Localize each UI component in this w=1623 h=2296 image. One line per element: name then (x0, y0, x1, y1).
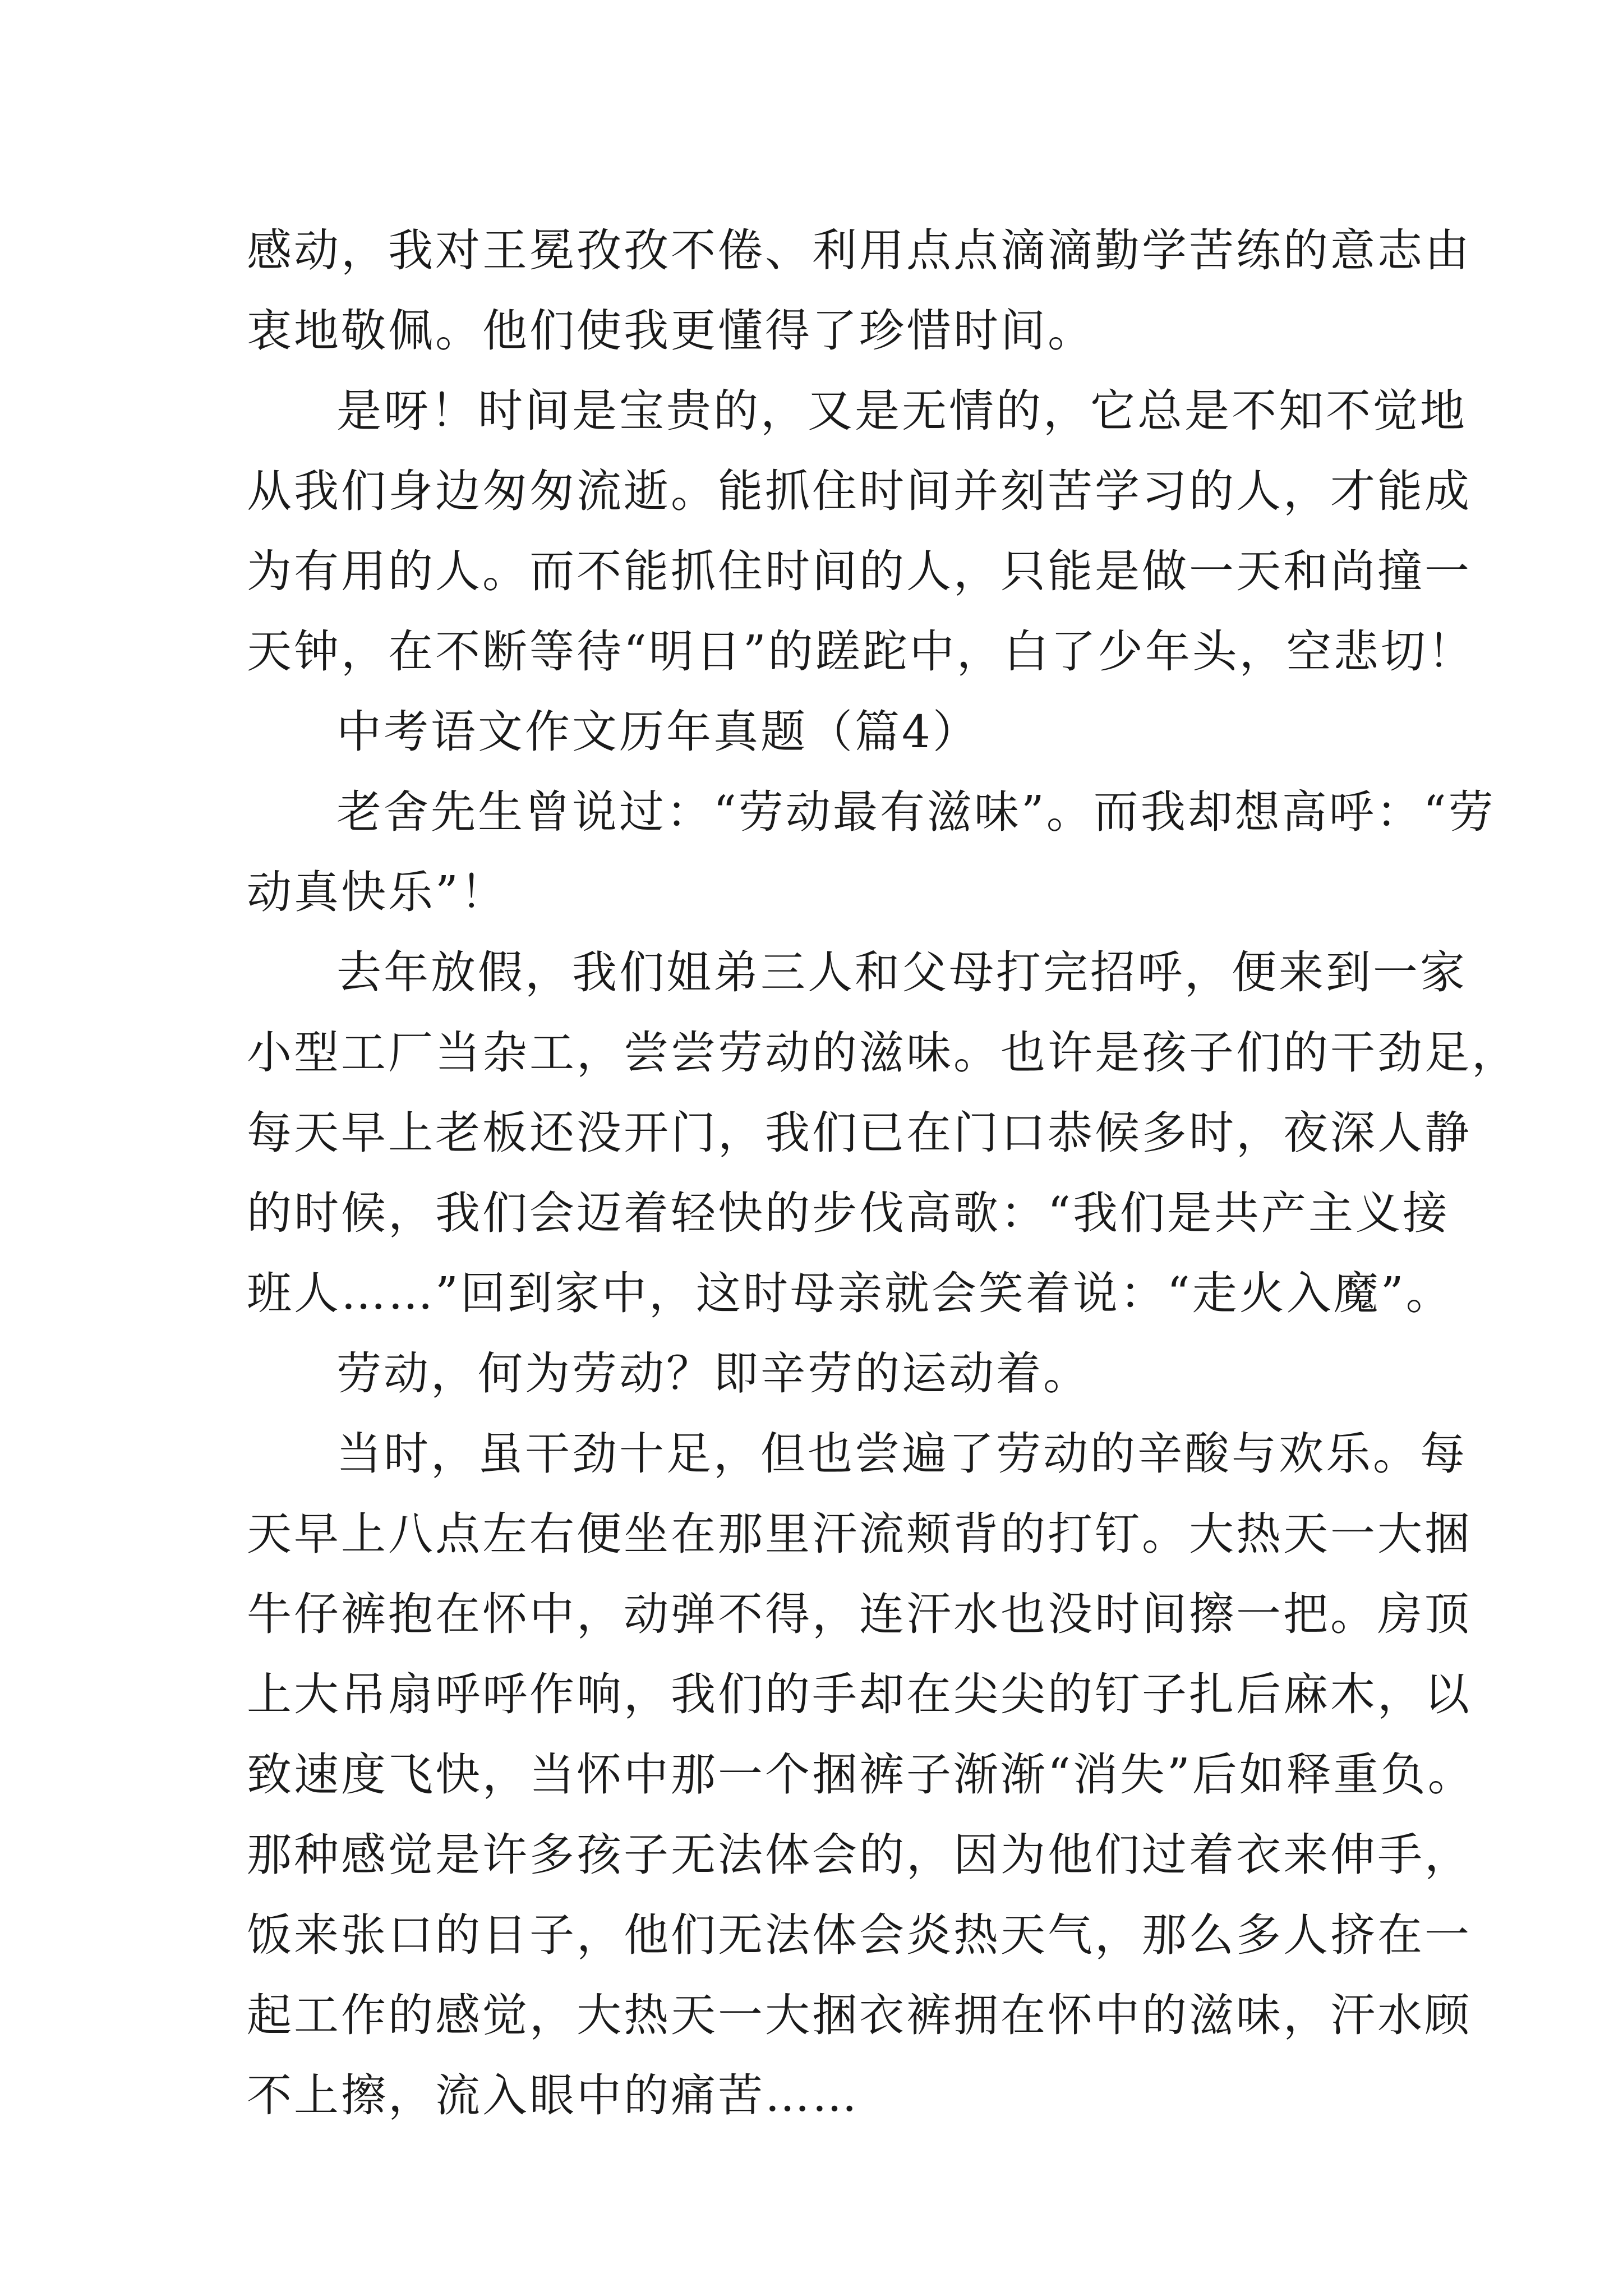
text-line: 小型工厂当杂工，尝尝劳动的滋味。也许是孩子们的干劲足， (247, 1027, 1519, 1079)
text-line: 为有用的人。而不能抓住时间的人，只能是做一天和尚撞一 (247, 545, 1472, 597)
text-line: 起工作的感觉，大热天一大捆衣裤拥在怀中的滋味，汗水顾 (247, 1989, 1472, 2041)
text-line: 致速度飞快，当怀中那一个捆裤子渐渐“消失”后如释重负。 (247, 1749, 1475, 1801)
body-text (247, 210, 1519, 2136)
text-line: 动真快乐”！ (247, 866, 508, 918)
text-line: 班人……”回到家中，这时母亲就会笑着说：“走火入魔”。 (247, 1267, 1453, 1319)
text-line: 劳动，何为劳动？即辛劳的运动着。 (336, 1347, 1090, 1400)
text-line: 那种感觉是许多孩子无法体会的，因为他们过着衣来伸手， (247, 1829, 1472, 1881)
text-line: 上大吊扇呼呼作响，我们的手却在尖尖的钉子扎后麻木，以 (247, 1668, 1472, 1720)
text-line: 老舍先生曾说过：“劳动最有滋味”。而我却想高呼：“劳 (336, 786, 1496, 838)
text-line: 感动，我对王冕孜孜不倦、利用点点滴滴勤学苦练的意志由 (247, 224, 1472, 277)
text-line: 中考语文作文历年真题（篇4） (336, 706, 980, 758)
text-line: 去年放假，我们姐弟三人和父母打完招呼，便来到一家 (336, 946, 1467, 999)
text-line: 衷地敬佩。他们使我更懂得了珍惜时间。 (247, 305, 1095, 357)
text-line: 的时候，我们会迈着轻快的步伐高歌：“我们是共产主义接 (247, 1187, 1450, 1239)
text-line: 从我们身边匆匆流逝。能抓住时间并刻苦学习的人，才能成 (247, 465, 1472, 517)
text-line: 天钟，在不断等待“明日”的蹉跎中，白了少年头，空悲切！ (247, 625, 1475, 678)
text-line: 天早上八点左右便坐在那里汗流颊背的打钉。大热天一大捆 (247, 1508, 1472, 1560)
text-line: 当时，虽干劲十足，但也尝遍了劳动的辛酸与欢乐。每 (336, 1428, 1467, 1480)
text-line: 是呀！时间是宝贵的，又是无情的，它总是不知不觉地 (336, 385, 1467, 437)
text-line: 饭来张口的日子，他们无法体会炎热天气，那么多人挤在一 (247, 1909, 1472, 1961)
text-line: 牛仔裤抱在怀中，动弹不得，连汗水也没时间擦一把。房顶 (247, 1588, 1472, 1640)
text-line: 不上擦，流入眼中的痛苦…… (247, 2069, 859, 2122)
text-line: 每天早上老板还没开门，我们已在门口恭候多时，夜深人静 (247, 1107, 1472, 1159)
